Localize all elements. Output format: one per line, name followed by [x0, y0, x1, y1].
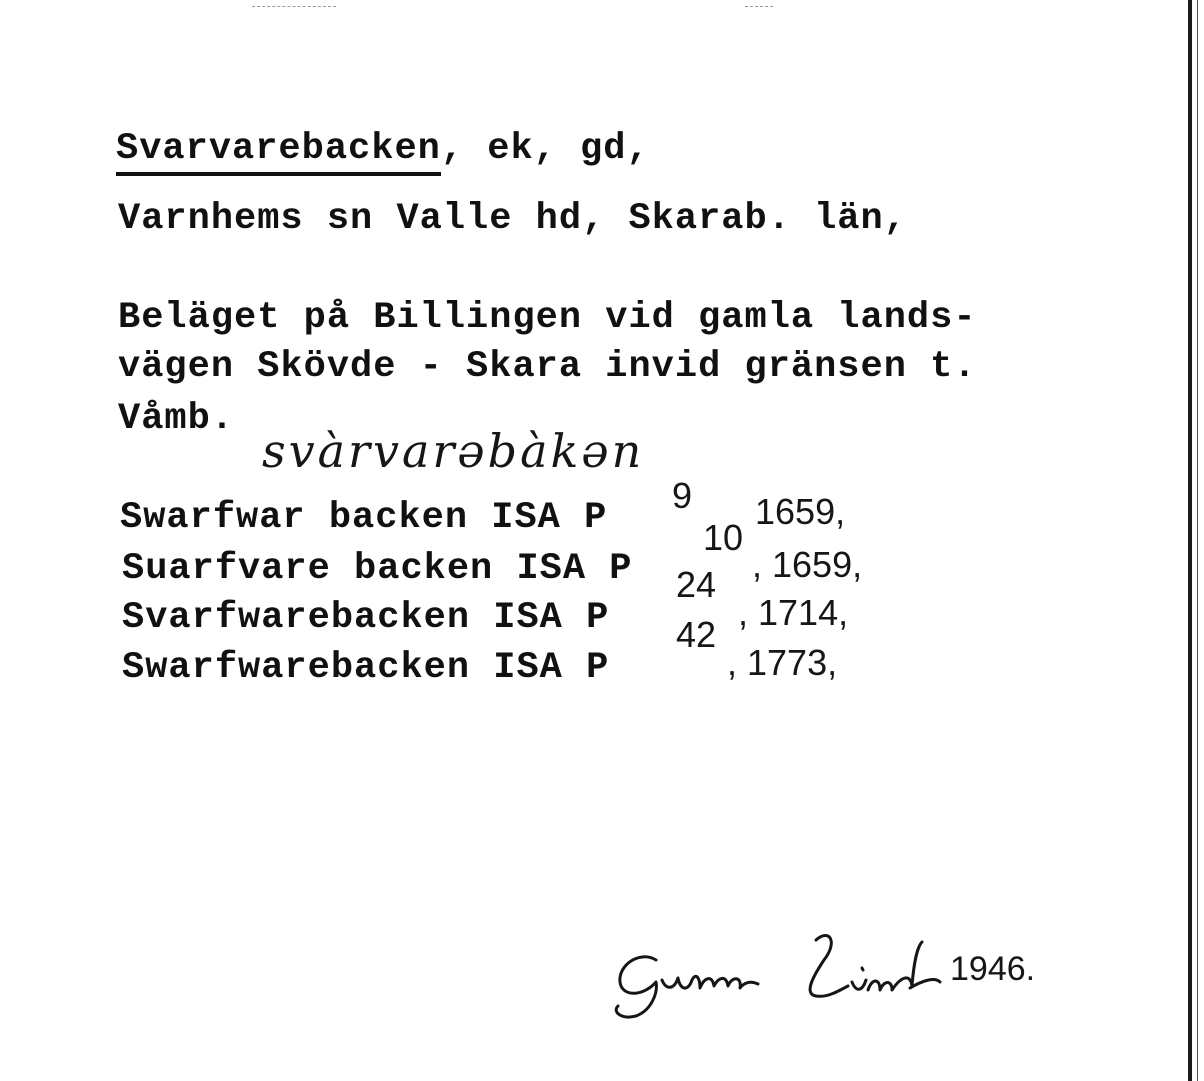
attestation-page: 42 [676, 614, 717, 655]
attestation-page: 24 [676, 564, 717, 605]
description-line-2: vägen Skövde - Skara invid gränsen t. [118, 346, 977, 388]
signature-year: 1946. [950, 950, 1036, 988]
attestation-year: , 1659, [752, 544, 863, 585]
scan-speck [745, 6, 773, 9]
attestation-form: Suarfvare backen ISA P [122, 548, 633, 590]
attestation-form: Swarfwarebacken ISA P [122, 647, 610, 689]
attestation-form: Svarfwarebacken ISA P [122, 597, 610, 639]
description-line-3: Våmb. [118, 398, 235, 440]
attestation-page: 10 [703, 517, 744, 558]
attestation-page: 9 [672, 475, 693, 516]
description-line-1: Beläget på Billingen vid gamla lands- [118, 297, 977, 339]
scan-speck [252, 6, 336, 9]
card-edge-line [1197, 0, 1198, 1081]
card-edge-shadow [1188, 0, 1192, 1081]
pronunciation-handwritten: svàrvarəbàkən [262, 424, 645, 478]
attestation-year: 1659, [755, 491, 846, 532]
attestation-year: , 1773, [727, 642, 838, 683]
headword: Svarvarebacken [116, 131, 441, 176]
headword-category: , ek, gd, [440, 128, 650, 170]
attestation-form: Swarfwar backen ISA P [120, 497, 608, 539]
headword-line [116, 128, 650, 176]
location-line: Varnhems sn Valle hd, Skarab. län, [118, 198, 907, 240]
attestation-year: , 1714, [738, 592, 849, 633]
